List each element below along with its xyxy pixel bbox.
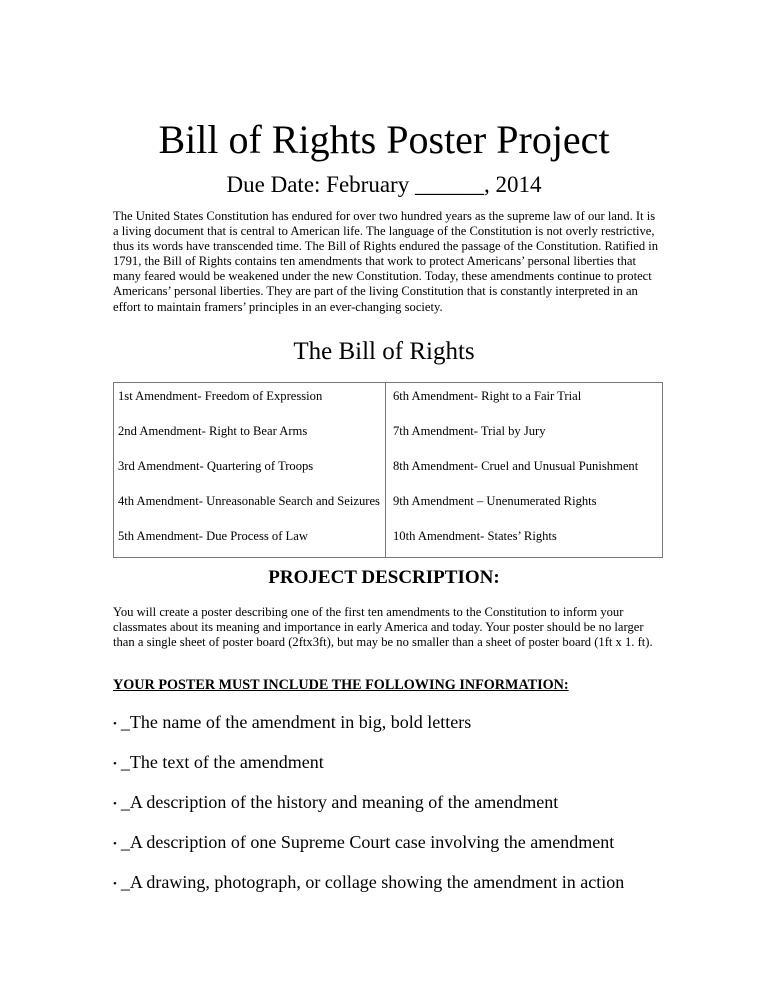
requirement-text: _The text of the amendment <box>120 752 324 772</box>
bullet-icon: • <box>113 757 117 770</box>
amendments-table <box>113 382 663 558</box>
amendment-cell: 1st Amendment- Freedom of Expression <box>118 389 323 403</box>
requirement-item <box>113 792 558 813</box>
amendment-cell: 4th Amendment- Unreasonable Search and Seizures <box>118 494 380 508</box>
requirement-item <box>113 872 624 893</box>
requirement-text: _A description of one Supreme Court case involving the amendment <box>120 832 615 852</box>
requirement-item <box>113 752 324 773</box>
intro-paragraph: The United States Constitution has endured for over two hundred years as the supreme law of our land. It is a living document that is central to American life. The language of the Constitution is not overly restrictive, thus its words have transcended time. The Bill of Rights endured the passage of the Constitution. Ratified in 1791, the Bill of Rights contains ten amendments that work to protect Americans’ personal liberties that many feared would be weakened under the new Constitution. Today, these amendments continue to protect Americans’ personal liberties. They are part of the living Constitution that is constantly interpreted in an effort to maintain framers’ principles in an ever-changing society. <box>113 209 659 314</box>
amendment-cell: 10th Amendment- States’ Rights <box>393 529 557 543</box>
bullet-icon: • <box>113 717 117 730</box>
requirements-heading: YOUR POSTER MUST INCLUDE THE FOLLOWING INFORMATION: <box>113 677 569 693</box>
page-title: Bill of Rights Poster Project <box>158 117 610 162</box>
due-date: Due Date: February ______, 2014 <box>226 172 542 197</box>
requirement-item <box>113 712 471 733</box>
amendment-cell: 5th Amendment- Due Process of Law <box>118 529 308 543</box>
requirement-text: _The name of the amendment in big, bold letters <box>120 712 472 732</box>
bullet-icon: • <box>113 837 117 850</box>
amendment-cell: 9th Amendment – Unenumerated Rights <box>393 494 597 508</box>
column-divider <box>385 383 386 557</box>
requirement-text: _A description of the history and meaning of the amendment <box>120 792 559 812</box>
project-description-text: You will create a poster describing one of the first ten amendments to the Constitution to inform your classmates about its meaning and importance in early America and today. Your poster should be no larger than a single sheet of poster board (2ftx3ft), but may be no smaller than a sheet of poster board (1ft x 1. ft). <box>113 605 653 650</box>
requirement-text: _A drawing, photograph, or collage showing the amendment in action <box>120 872 625 892</box>
amendment-cell: 6th Amendment- Right to a Fair Trial <box>393 389 582 403</box>
bullet-icon: • <box>113 877 117 890</box>
bill-of-rights-heading: The Bill of Rights <box>293 338 475 365</box>
amendment-cell: 3rd Amendment- Quartering of Troops <box>118 459 314 473</box>
requirement-item <box>113 832 614 853</box>
amendment-cell: 8th Amendment- Cruel and Unusual Punishment <box>393 459 639 473</box>
amendment-cell: 2nd Amendment- Right to Bear Arms <box>118 424 308 438</box>
amendment-cell: 7th Amendment- Trial by Jury <box>393 424 546 438</box>
project-description-heading: PROJECT DESCRIPTION: <box>268 567 500 588</box>
bullet-icon: • <box>113 797 117 810</box>
